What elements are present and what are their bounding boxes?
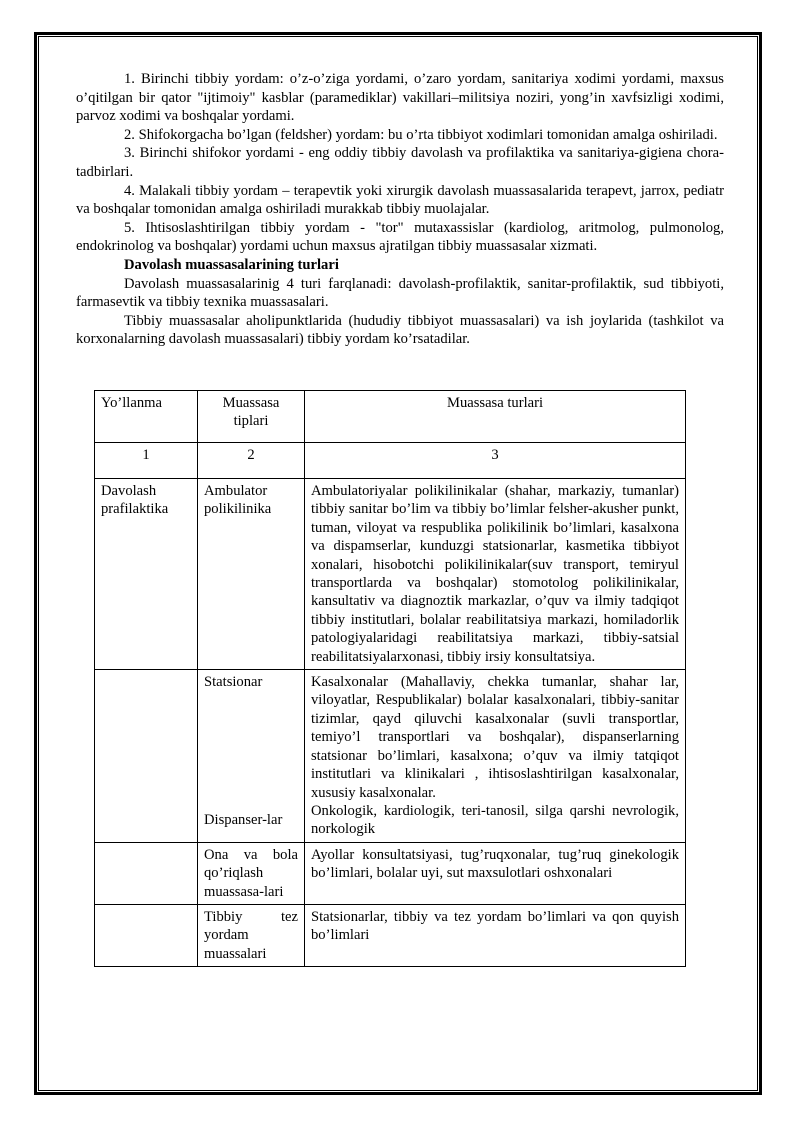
- row-direction: [95, 842, 198, 904]
- table-row: [95, 842, 686, 904]
- table-row: [95, 479, 686, 670]
- row-direction: Davolash prafilaktika: [95, 479, 198, 670]
- paragraph-first-aid: 1. Birinchi tibbiy yordam: o’z-o’ziga yordami, o’zaro yordam, sanitariya xodimi yordami, maxsus o’qitilgan bir qator "ijtimoiy" kasblar (paramediklar) vakillari–militsiya noziri, yong’in xavfsizligi xodimi, parvoz xodimi va boshqalar yordami.: [76, 71, 724, 125]
- row-kinds-cell: [305, 670, 686, 843]
- paragraph-pre-doctor-aid: 2. Shifokorgacha bo’lgan (feldsher) yordam: bu o’rta tibbiyot xodimlari tomonidan amalga oshiriladi.: [124, 126, 718, 143]
- header-direction: Yo’llanma: [95, 391, 198, 443]
- document-body: [76, 70, 724, 349]
- table-number-row: [95, 443, 686, 479]
- paragraph-specialized-aid: 5. Ihtisoslashtirilgan tibbiy yordam - "tor" mutaxassislar (kardiolog, aritmolog, pulmonolog, endokrinolog va boshqalar) yordami uchun maxsus ajratilgan tibbiy muassasalar xizmati.: [76, 219, 724, 255]
- row-direction: [95, 670, 198, 843]
- header-kinds: Muassasa turlari: [305, 391, 686, 443]
- paragraph-first-doctor-aid: 3. Birinchi shifokor yordami - eng oddiy tibbiy davolash va profilaktika va sanitariya-gigiena chora-tadbirlari.: [76, 145, 724, 180]
- row-type: Statsionar: [204, 674, 263, 691]
- row-type-secondary: Dispanser-lar: [204, 812, 283, 829]
- row-type: Tibbiy tez yordam muassalari: [198, 904, 305, 966]
- institutions-table: [94, 390, 686, 967]
- row-kinds: Kasalxonalar (Mahallaviy, chekka tumanlar, shahar lar, viloyatlar, Respublikalar) bolalar kasalxonalari, tibbiy-sanitar tizimlar, qayd qiluvchi kasalxonalar (suvli transportlar, temiyo’l transportlari va boshqalar), dispanserlarning statsionar bo’limlari, kasalxona; o’quv va ilmiy tatqiqot institutlari va klinikalari , ihtisoslashtirilgan kasalxonalar, xususiy kasalxonalar.: [311, 674, 679, 801]
- table-row: [95, 904, 686, 966]
- table-row: [95, 670, 686, 843]
- column-number: 2: [198, 443, 305, 479]
- table-header-row: [95, 391, 686, 443]
- column-number: 1: [95, 443, 198, 479]
- row-kinds: Statsionarlar, tibbiy va tez yordam bo’limlari va qon quyish bo’limlari: [305, 904, 686, 966]
- paragraph-institution-locations: Tibbiy muassasalar aholipunktlarida (hududiy tibbiyot muassasalari) va ish joylarida (tashkilot va korxonalarning davolash muassasalari) tibbiy yordam ko’rsatadilar.: [76, 312, 724, 348]
- column-number: 3: [305, 443, 686, 479]
- row-type: Ona va bola qo’riqlash muassasa-lari: [198, 842, 305, 904]
- row-type-cell: [198, 670, 305, 843]
- row-kinds: Ayollar konsultatsiyasi, tug’ruqxonalar, tug’ruq ginekologik bo’limlari, bolalar uyi, sut maxsulotlari oshxonalari: [305, 842, 686, 904]
- row-direction: [95, 904, 198, 966]
- spacer: [204, 691, 298, 811]
- row-kinds-secondary: Onkologik, kardiologik, teri-tanosil, silga qarshi nevrologik, norkologik: [311, 802, 679, 838]
- row-kinds: Ambulatoriyalar polikilinikalar (shahar, markaziy, tumanlar) tibbiy sanitar bo’lim va tibbiy bo’limlar felsher-akusher punkt, tuman, viloyat va respublika polikilinik bo’limlari, kasalxona va dispamserlar, kunduzgi statsionarlar, kasmetika tibbiyot xonalari, hisobotchi polikilinikalar(suv transport, temiryul transportlarda va boshqalar) stomotolog polikilinikalar, kansultativ va diagnoztik markazlar, o’quv va ilmiy tadqiqot tibbiy institutlari, bolalar reabilitatsiya markazi, homiladorlik patologiyalaridagi reabilitatsiya markazi, tibbiy-satsial reabilitatsiyalarxonasi, tibbiy irsiy konsultatsiya.: [305, 479, 686, 670]
- paragraph-qualified-aid: 4. Malakali tibbiy yordam – terapevtik yoki xirurgik davolash muassasalarida terapevt, jarrox, pediatr va boshqalar tomonidan amalga oshiriladi murakkab tibbiy muolajalar.: [76, 182, 724, 218]
- header-type: Muassasa tiplari: [198, 391, 305, 443]
- section-heading: Davolash muassasalarining turlari: [124, 256, 339, 273]
- row-type: Ambulator polikilinika: [198, 479, 305, 670]
- paragraph-institution-kinds: Davolash muassasalarinig 4 turi farqlanadi: davolash-profilaktik, sanitar-profilaktik, sud tibbiyoti, farmasevtik va tibbiy texnika muassasalari.: [76, 275, 724, 311]
